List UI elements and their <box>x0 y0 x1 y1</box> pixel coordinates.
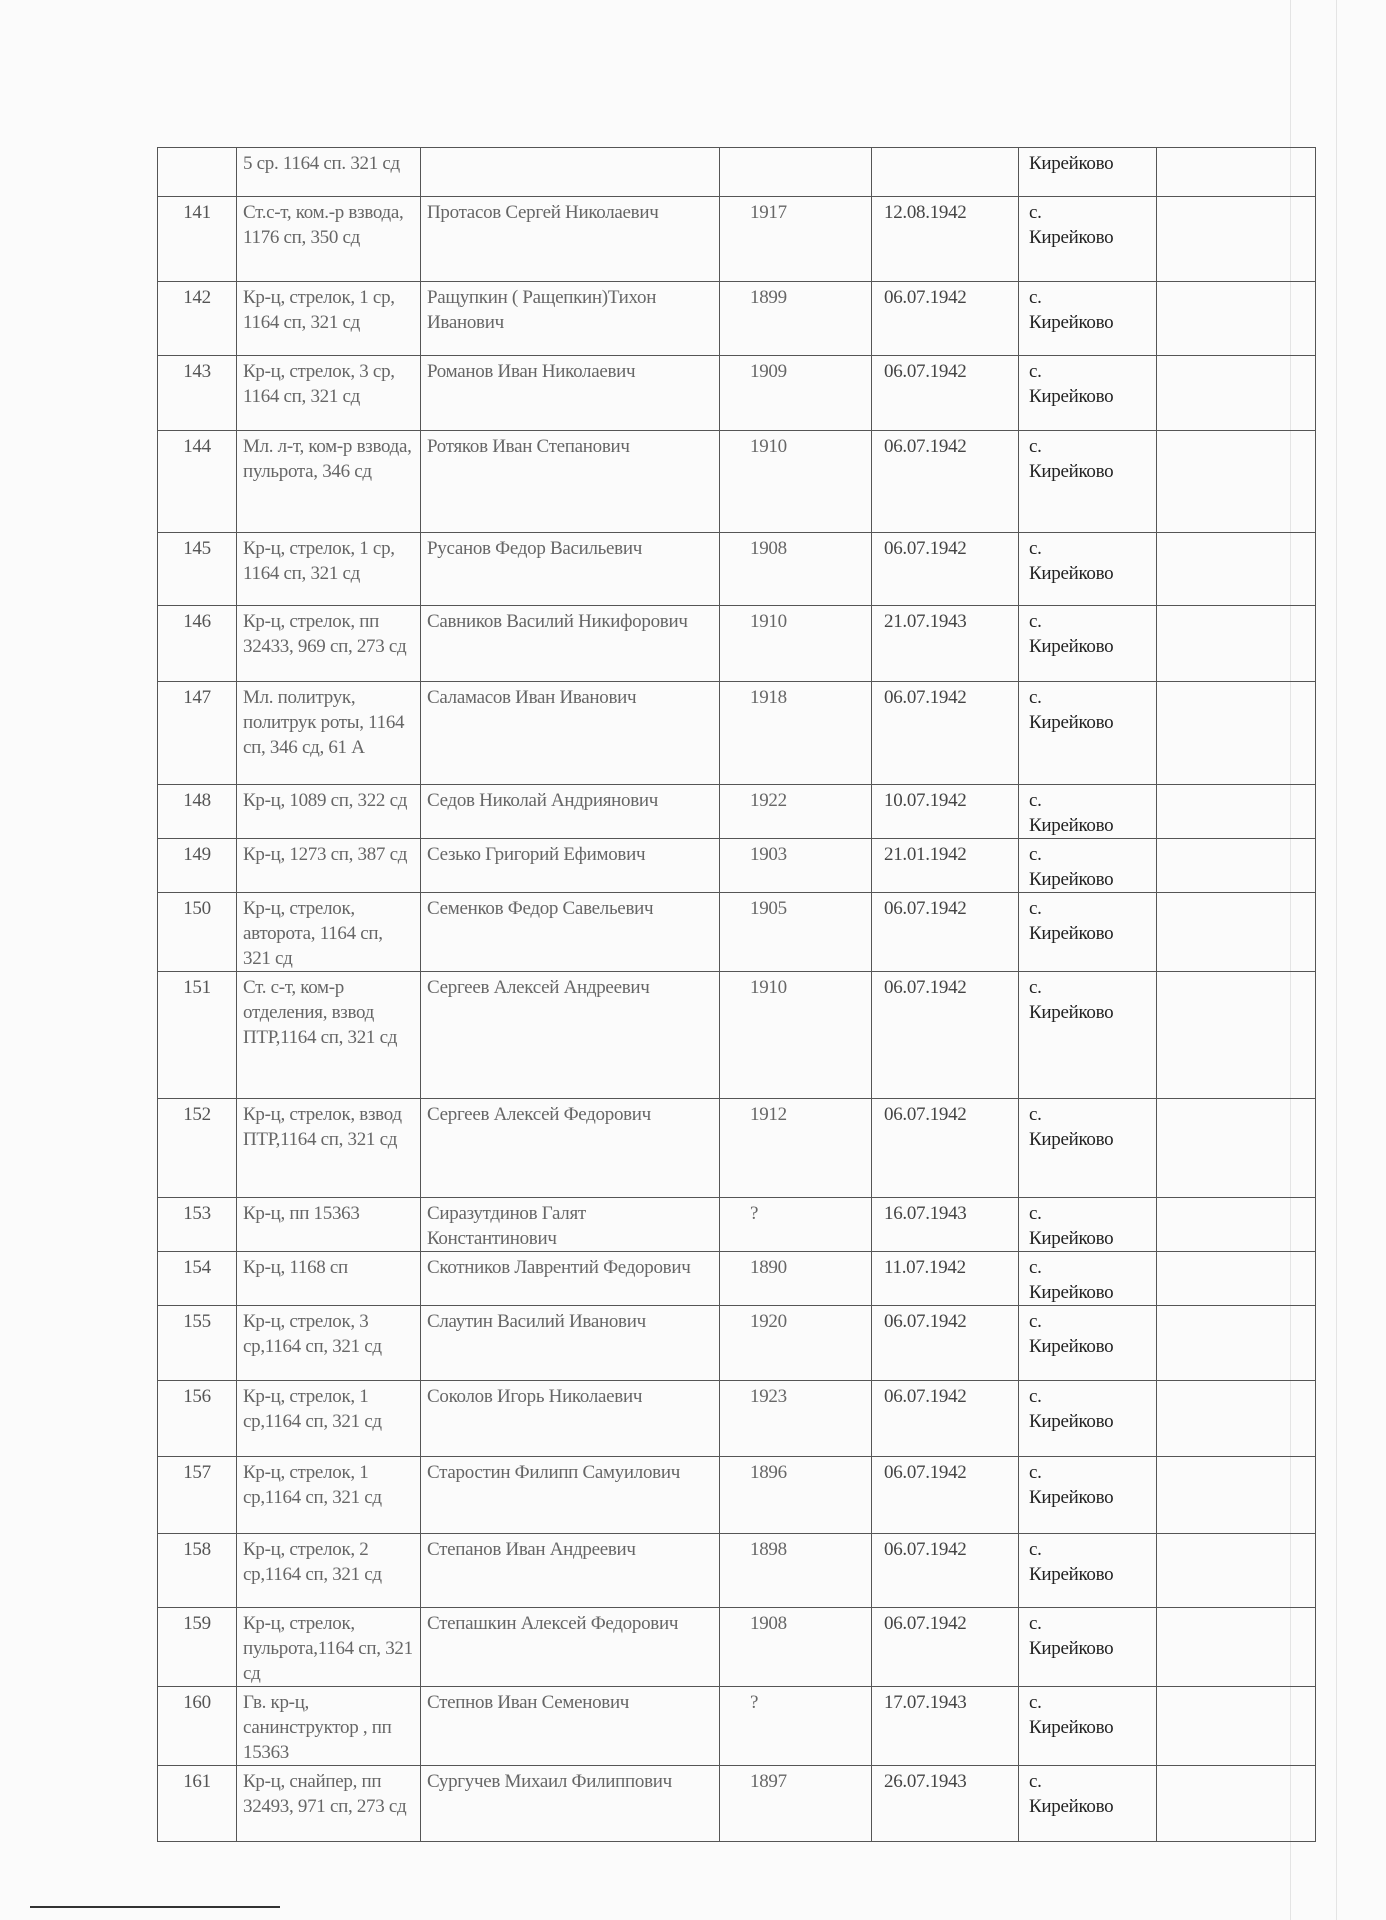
notes <box>1157 533 1316 606</box>
death-date: 06.07.1942 <box>872 1457 1019 1534</box>
full-name: Ротяков Иван Степанович <box>421 431 720 533</box>
table-row <box>158 1381 1316 1457</box>
place-prefix: с. <box>1029 1311 1042 1332</box>
burial-place <box>1019 1687 1157 1766</box>
row-number: 159 <box>158 1608 237 1687</box>
rank-unit: Кр-ц, снайпер, пп 32493, 971 сп, 273 сд <box>237 1766 421 1842</box>
birth-year: 1909 <box>720 356 872 431</box>
rank-unit: Ст.с-т, ком.-р взвода, 1176 сп, 350 сд <box>237 197 421 282</box>
place-prefix: с. <box>1029 844 1042 865</box>
death-date: 06.07.1942 <box>872 431 1019 533</box>
rank-unit: Ст. с-т, ком-р отделения, взвод ПТР,1164 сп, 321 сд <box>237 972 421 1099</box>
row-number: 156 <box>158 1381 237 1457</box>
birth-year: ? <box>720 1198 872 1252</box>
rank-unit: Кр-ц, стрелок, 3 ср, 1164 сп, 321 сд <box>237 356 421 431</box>
row-number: 153 <box>158 1198 237 1252</box>
row-number: 143 <box>158 356 237 431</box>
row-number: 154 <box>158 1252 237 1306</box>
table-row <box>158 1534 1316 1608</box>
full-name <box>421 148 720 197</box>
full-name: Степнов Иван Семенович <box>421 1687 720 1766</box>
place-prefix: с. <box>1029 1104 1042 1125</box>
table-row <box>158 533 1316 606</box>
place-prefix: с. <box>1029 898 1042 919</box>
death-date: 26.07.1943 <box>872 1766 1019 1842</box>
rank-unit: Мл. л-т, ком-р взвода, пульрота, 346 сд <box>237 431 421 533</box>
notes <box>1157 1381 1316 1457</box>
place-name: Кирейково <box>1029 153 1114 174</box>
table-row <box>158 606 1316 682</box>
burial-place <box>1019 1608 1157 1687</box>
burial-place <box>1019 682 1157 785</box>
place-prefix: с. <box>1029 1539 1042 1560</box>
rank-unit: Кр-ц, стрелок, взвод ПТР,1164 сп, 321 сд <box>237 1099 421 1198</box>
death-date: 17.07.1943 <box>872 1687 1019 1766</box>
rank-unit: Кр-ц, стрелок, пп 32433, 969 сп, 273 сд <box>237 606 421 682</box>
place-name: Кирейково <box>1029 712 1114 733</box>
notes <box>1157 1608 1316 1687</box>
birth-year: 1898 <box>720 1534 872 1608</box>
place-name: Кирейково <box>1029 1228 1114 1249</box>
notes <box>1157 606 1316 682</box>
rank-unit: Мл. политрук, политрук роты, 1164 сп, 346 сд, 61 А <box>237 682 421 785</box>
burial-place <box>1019 972 1157 1099</box>
burial-place <box>1019 356 1157 431</box>
death-date: 06.07.1942 <box>872 533 1019 606</box>
full-name: Степашкин Алексей Федорович <box>421 1608 720 1687</box>
rank-unit: Кр-ц, стрелок, авторота, 1164 сп, 321 сд <box>237 893 421 972</box>
place-prefix: с. <box>1029 202 1042 223</box>
birth-year: 1899 <box>720 282 872 356</box>
casualty-table <box>157 147 1316 1842</box>
place-prefix: с. <box>1029 361 1042 382</box>
notes <box>1157 682 1316 785</box>
place-prefix: с. <box>1029 790 1042 811</box>
table-row <box>158 1099 1316 1198</box>
death-date: 21.01.1942 <box>872 839 1019 893</box>
notes <box>1157 785 1316 839</box>
death-date: 06.07.1942 <box>872 282 1019 356</box>
place-prefix: с. <box>1029 611 1042 632</box>
death-date <box>872 148 1019 197</box>
row-number: 160 <box>158 1687 237 1766</box>
notes <box>1157 1534 1316 1608</box>
burial-place <box>1019 1306 1157 1381</box>
birth-year: 1918 <box>720 682 872 785</box>
row-number: 146 <box>158 606 237 682</box>
death-date: 06.07.1942 <box>872 1608 1019 1687</box>
row-number: 152 <box>158 1099 237 1198</box>
place-prefix: с. <box>1029 1613 1042 1634</box>
birth-year <box>720 148 872 197</box>
place-name: Кирейково <box>1029 1336 1114 1357</box>
place-name: Кирейково <box>1029 386 1114 407</box>
full-name: Романов Иван Николаевич <box>421 356 720 431</box>
table-row <box>158 972 1316 1099</box>
place-prefix: с. <box>1029 1203 1042 1224</box>
place-prefix: с. <box>1029 436 1042 457</box>
death-date: 06.07.1942 <box>872 356 1019 431</box>
place-name: Кирейково <box>1029 1129 1114 1150</box>
death-date: 06.07.1942 <box>872 1381 1019 1457</box>
death-date: 16.07.1943 <box>872 1198 1019 1252</box>
place-prefix: с. <box>1029 1257 1042 1278</box>
place-prefix: с. <box>1029 687 1042 708</box>
place-prefix: с. <box>1029 287 1042 308</box>
rank-unit: Кр-ц, стрелок, 1 ср, 1164 сп, 321 сд <box>237 282 421 356</box>
full-name: Скотников Лаврентий Федорович <box>421 1252 720 1306</box>
rank-unit: Кр-ц, 1089 сп, 322 сд <box>237 785 421 839</box>
burial-place <box>1019 431 1157 533</box>
notes <box>1157 1306 1316 1381</box>
full-name: Семенков Федор Савельевич <box>421 893 720 972</box>
place-name: Кирейково <box>1029 1717 1114 1738</box>
place-name: Кирейково <box>1029 563 1114 584</box>
birth-year: 1890 <box>720 1252 872 1306</box>
place-prefix: с. <box>1029 1462 1042 1483</box>
burial-place <box>1019 533 1157 606</box>
place-prefix: с. <box>1029 538 1042 559</box>
row-number: 155 <box>158 1306 237 1381</box>
table-row <box>158 1687 1316 1766</box>
row-number: 149 <box>158 839 237 893</box>
burial-place <box>1019 1381 1157 1457</box>
birth-year: 1912 <box>720 1099 872 1198</box>
row-number: 158 <box>158 1534 237 1608</box>
place-name: Кирейково <box>1029 1487 1114 1508</box>
place-prefix: с. <box>1029 1771 1042 1792</box>
table-row <box>158 356 1316 431</box>
death-date: 06.07.1942 <box>872 682 1019 785</box>
birth-year: 1897 <box>720 1766 872 1842</box>
row-number: 145 <box>158 533 237 606</box>
full-name: Сиразутдинов Галят Константинович <box>421 1198 720 1252</box>
place-name: Кирейково <box>1029 869 1114 890</box>
place-name: Кирейково <box>1029 1411 1114 1432</box>
death-date: 06.07.1942 <box>872 893 1019 972</box>
row-number: 142 <box>158 282 237 356</box>
place-name: Кирейково <box>1029 312 1114 333</box>
full-name: Степанов Иван Андреевич <box>421 1534 720 1608</box>
row-number: 147 <box>158 682 237 785</box>
table-row <box>158 785 1316 839</box>
table-row <box>158 148 1316 197</box>
birth-year: 1922 <box>720 785 872 839</box>
row-number: 141 <box>158 197 237 282</box>
rank-unit: Кр-ц, стрелок, 2 ср,1164 сп, 321 сд <box>237 1534 421 1608</box>
row-number: 157 <box>158 1457 237 1534</box>
notes <box>1157 1766 1316 1842</box>
notes <box>1157 282 1316 356</box>
place-name: Кирейково <box>1029 1002 1114 1023</box>
place-prefix: с. <box>1029 977 1042 998</box>
death-date: 12.08.1942 <box>872 197 1019 282</box>
table-row <box>158 839 1316 893</box>
rank-unit: Кр-ц, стрелок, 1 ср,1164 сп, 321 сд <box>237 1457 421 1534</box>
notes <box>1157 1099 1316 1198</box>
full-name: Сургучев Михаил Филиппович <box>421 1766 720 1842</box>
burial-place <box>1019 1457 1157 1534</box>
table-row <box>158 682 1316 785</box>
footnote-divider <box>30 1906 280 1908</box>
birth-year: 1905 <box>720 893 872 972</box>
notes <box>1157 972 1316 1099</box>
place-name: Кирейково <box>1029 461 1114 482</box>
notes <box>1157 839 1316 893</box>
death-date: 11.07.1942 <box>872 1252 1019 1306</box>
notes <box>1157 197 1316 282</box>
burial-place <box>1019 148 1157 197</box>
birth-year: 1917 <box>720 197 872 282</box>
full-name: Старостин Филипп Самуилович <box>421 1457 720 1534</box>
notes <box>1157 1687 1316 1766</box>
table-row <box>158 282 1316 356</box>
burial-place <box>1019 197 1157 282</box>
burial-place <box>1019 1252 1157 1306</box>
death-date: 06.07.1942 <box>872 1099 1019 1198</box>
table-row <box>158 197 1316 282</box>
birth-year: 1903 <box>720 839 872 893</box>
birth-year: 1908 <box>720 1608 872 1687</box>
burial-place <box>1019 1534 1157 1608</box>
rank-unit: Кр-ц, 1168 сп <box>237 1252 421 1306</box>
row-number: 144 <box>158 431 237 533</box>
notes <box>1157 148 1316 197</box>
rank-unit: Кр-ц, стрелок, 3 ср,1164 сп, 321 сд <box>237 1306 421 1381</box>
notes <box>1157 356 1316 431</box>
row-number: 150 <box>158 893 237 972</box>
burial-place <box>1019 606 1157 682</box>
place-name: Кирейково <box>1029 1564 1114 1585</box>
death-date: 21.07.1943 <box>872 606 1019 682</box>
full-name: Седов Николай Андриянович <box>421 785 720 839</box>
birth-year: 1910 <box>720 972 872 1099</box>
table-row <box>158 1766 1316 1842</box>
death-date: 10.07.1942 <box>872 785 1019 839</box>
place-name: Кирейково <box>1029 636 1114 657</box>
place-name: Кирейково <box>1029 923 1114 944</box>
full-name: Соколов Игорь Николаевич <box>421 1381 720 1457</box>
full-name: Сезько Григорий Ефимович <box>421 839 720 893</box>
death-date: 06.07.1942 <box>872 1306 1019 1381</box>
full-name: Саламасов Иван Иванович <box>421 682 720 785</box>
rank-unit: Кр-ц, стрелок, пульрота,1164 сп, 321 сд <box>237 1608 421 1687</box>
notes <box>1157 1457 1316 1534</box>
table-row <box>158 893 1316 972</box>
rank-unit: Кр-ц, пп 15363 <box>237 1198 421 1252</box>
death-date: 06.07.1942 <box>872 1534 1019 1608</box>
full-name: Протасов Сергей Николаевич <box>421 197 720 282</box>
table-row <box>158 431 1316 533</box>
scan-artifact-line <box>1336 0 1337 1920</box>
full-name: Сергеев Алексей Андреевич <box>421 972 720 1099</box>
place-name: Кирейково <box>1029 1638 1114 1659</box>
notes <box>1157 431 1316 533</box>
birth-year: 1910 <box>720 431 872 533</box>
rank-unit: Кр-ц, стрелок, 1 ср, 1164 сп, 321 сд <box>237 533 421 606</box>
table-row <box>158 1198 1316 1252</box>
row-number <box>158 148 237 197</box>
burial-place <box>1019 1099 1157 1198</box>
place-name: Кирейково <box>1029 815 1114 836</box>
place-name: Кирейково <box>1029 227 1114 248</box>
burial-place <box>1019 1766 1157 1842</box>
rank-unit: Кр-ц, стрелок, 1 ср,1164 сп, 321 сд <box>237 1381 421 1457</box>
birth-year: ? <box>720 1687 872 1766</box>
full-name: Ращупкин ( Ращепкин)Тихон Иванович <box>421 282 720 356</box>
rank-unit: Гв. кр-ц, санинструктор , пп 15363 <box>237 1687 421 1766</box>
row-number: 151 <box>158 972 237 1099</box>
table-row <box>158 1252 1316 1306</box>
place-prefix: с. <box>1029 1386 1042 1407</box>
birth-year: 1923 <box>720 1381 872 1457</box>
table-row <box>158 1306 1316 1381</box>
notes <box>1157 893 1316 972</box>
birth-year: 1910 <box>720 606 872 682</box>
row-number: 161 <box>158 1766 237 1842</box>
full-name: Слаутин Василий Иванович <box>421 1306 720 1381</box>
birth-year: 1896 <box>720 1457 872 1534</box>
notes <box>1157 1198 1316 1252</box>
place-prefix: с. <box>1029 1692 1042 1713</box>
birth-year: 1920 <box>720 1306 872 1381</box>
place-name: Кирейково <box>1029 1282 1114 1303</box>
burial-place <box>1019 1198 1157 1252</box>
full-name: Русанов Федор Васильевич <box>421 533 720 606</box>
birth-year: 1908 <box>720 533 872 606</box>
rank-unit: 5 ср. 1164 сп. 321 сд <box>237 148 421 197</box>
notes <box>1157 1252 1316 1306</box>
full-name: Сергеев Алексей Федорович <box>421 1099 720 1198</box>
burial-place <box>1019 893 1157 972</box>
full-name: Савников Василий Никифорович <box>421 606 720 682</box>
burial-place <box>1019 839 1157 893</box>
row-number: 148 <box>158 785 237 839</box>
table-row <box>158 1608 1316 1687</box>
death-date: 06.07.1942 <box>872 972 1019 1099</box>
burial-place <box>1019 785 1157 839</box>
table-row <box>158 1457 1316 1534</box>
rank-unit: Кр-ц, 1273 сп, 387 сд <box>237 839 421 893</box>
place-name: Кирейково <box>1029 1796 1114 1817</box>
burial-place <box>1019 282 1157 356</box>
